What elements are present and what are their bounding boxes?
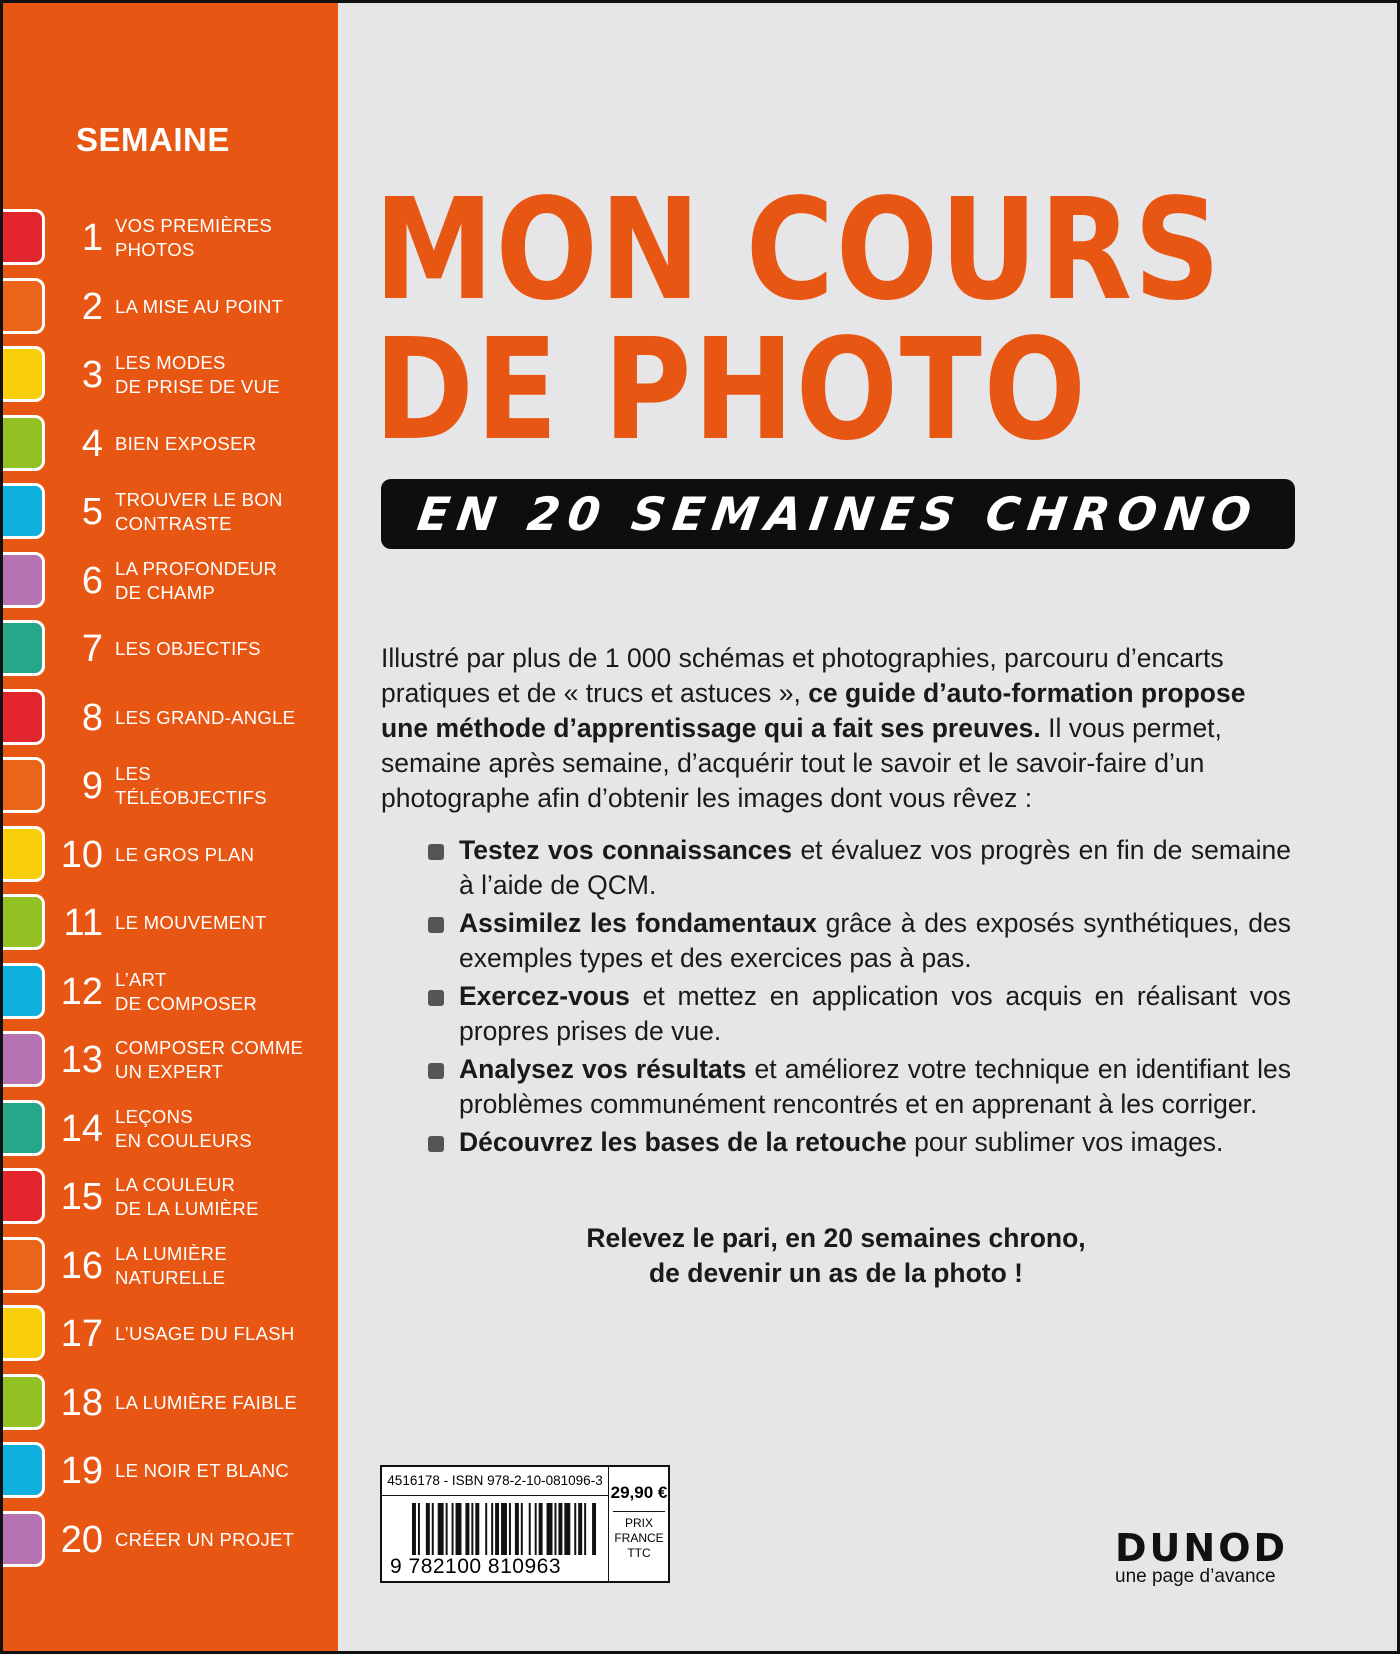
week-item [3,209,338,267]
barcode-bar [535,1503,537,1555]
barcode-bar [554,1503,556,1555]
feature-bold: Testez vos connaissances [459,835,793,865]
week-number: 18 [60,1381,103,1424]
week-label: LE MOUVEMENT [115,912,267,933]
week-number: 20 [60,1518,103,1561]
feature-item [428,906,1291,976]
week-item [3,963,338,1021]
week-color-tab [0,552,45,608]
week-color-tab [0,894,45,950]
week-item [3,1237,338,1295]
week-label: LES MODES DE PRISE DE VUE [115,352,280,397]
week-color-tab [0,1442,45,1498]
week-item [3,483,338,541]
feature-bold: Analysez vos résultats [459,1054,747,1084]
week-number: 12 [60,970,103,1013]
price-note: PRIX FRANCE TTC [614,1516,664,1560]
week-number: 16 [60,1244,103,1287]
week-label: LEÇONS EN COULEURS [115,1105,252,1151]
feature-bold: Découvrez les bases de la retouche [459,1127,907,1157]
week-label: BIEN EXPOSER [115,432,257,454]
week-label: LA MISE AU POINT [115,295,284,317]
barcode-bar [501,1503,507,1555]
feature-text: grâce à des exposés synthétiques, des exemples types et des exercices pas à pas. [459,908,1291,973]
week-item [3,415,338,473]
week-label: LE GROS PLAN [115,843,255,865]
barcode-bar [558,1503,562,1555]
week-number: 9 [81,765,103,807]
barcode-bar [426,1503,430,1555]
week-number: 14 [60,1107,103,1150]
bullet-square-icon [428,1063,444,1079]
barcode-bar [539,1503,543,1555]
feature-item [428,1125,1291,1160]
week-item [3,689,338,747]
week-number: 3 [81,354,103,396]
week-number: 5 [81,491,103,533]
barcode-bar [452,1503,454,1555]
week-color-tab [0,757,45,813]
barcode-bar [515,1503,519,1555]
week-label: LES OBJECTIFS [115,638,261,659]
feature-item [428,979,1291,1049]
title-line-2: DE PHOTO [374,309,1088,472]
week-label: LA PROFONDEUR DE CHAMP [115,557,278,603]
barcode-bar [471,1503,473,1555]
sidebar-title: SEMAINE [76,121,230,158]
week-color-tab [0,689,45,745]
bullet-square-icon [428,1136,444,1152]
barcode-bar [547,1503,553,1555]
isbn-text: 4516178 - ISBN 978-2-10-081096-3 [382,1467,609,1496]
week-item [3,894,338,952]
week-number: 7 [81,628,103,670]
week-color-tab [0,963,45,1019]
week-item [3,1511,338,1569]
barcode-bar [564,1503,570,1555]
barcode-bar [475,1503,479,1555]
barcode-bar [574,1503,576,1555]
barcode-bar [456,1503,462,1555]
week-item [3,620,338,678]
week-number: 19 [60,1450,103,1492]
feature-list [428,833,1291,1163]
week-color-tab [0,620,45,676]
week-color-tab [0,826,45,882]
closing-text [381,1221,1291,1291]
week-color-tab [0,209,45,265]
barcode-bar [578,1503,582,1555]
feature-text: et mettez en application vos acquis en réalisant vos propres prises de vue. [459,981,1291,1046]
week-number: 11 [63,902,103,944]
week-item [3,278,338,336]
closing-line-2: de devenir un as de la photo ! [648,1258,1023,1288]
barcode-bar [485,1503,487,1555]
week-item [3,1374,338,1432]
price-divider [613,1511,665,1512]
week-number: 17 [60,1313,103,1355]
week-item [3,346,338,404]
week-label: LA LUMIÈRE NATURELLE [115,1242,227,1288]
week-number: 8 [81,696,103,739]
barcode-bar [446,1503,448,1555]
barcode-digits: 9 782100 810963 [390,1555,561,1578]
barcode-bar [438,1503,444,1555]
barcode-bar [491,1503,493,1555]
week-number: 13 [60,1039,103,1081]
intro-text-2: Il vous permet, semaine après semaine, d’acquérir tout le savoir et le savoir-faire d’un photographe afin d’obtenir les images dont vous rêvez : [381,713,1222,813]
bullet-square-icon [428,990,444,1006]
week-color-tab [0,415,45,471]
week-number: 1 [81,217,103,259]
barcode-bars [412,1503,598,1555]
barcode-bar [465,1503,469,1555]
week-color-tab [0,278,45,334]
barcode-bar [521,1503,523,1555]
week-color-tab [0,1168,45,1224]
barcode-bar [584,1503,586,1555]
feature-text: et améliorez votre technique en identifiant les problèmes communément rencontrés et en apprenant à les corriger. [459,1054,1291,1119]
title-line-1: MON COURS [374,169,1223,332]
week-color-tab [0,1031,45,1087]
feature-text: pour sublimer vos images. [906,1127,1224,1157]
barcode-box [380,1465,670,1583]
price-cell [608,1467,669,1581]
feature-text: et évaluez vos progrès en fin de semaine à l’aide de QCM. [459,835,1291,900]
week-label: COMPOSER COMME UN EXPERT [115,1037,304,1082]
week-item [3,1442,338,1500]
week-color-tab [0,1305,45,1361]
bullet-square-icon [428,917,444,933]
week-number: 6 [81,559,103,602]
feature-bold: Assimilez les fondamentaux [459,908,817,938]
barcode-bar [412,1503,416,1555]
week-item [3,1031,338,1089]
week-label: VOS PREMIÈRES PHOTOS [115,215,273,260]
publisher-tagline: une page d’avance [1115,1566,1276,1587]
week-sidebar [3,3,338,1654]
intro-paragraph [381,641,1291,816]
week-label: LES TÉLÉOBJECTIFS [115,763,267,808]
feature-item [428,833,1291,903]
week-color-tab [0,1374,45,1430]
week-item [3,826,338,884]
week-label: LE NOIR ET BLANC [115,1460,290,1481]
week-label: TROUVER LE BON CONTRASTE [115,489,283,534]
week-color-tab [0,1511,45,1567]
subtitle: EN 20 SEMAINES CHRONO [413,487,1263,541]
bullet-square-icon [428,844,444,860]
week-color-tab [0,483,45,539]
week-label: LA COULEUR DE LA LUMIÈRE [115,1174,259,1219]
barcode-bar [418,1503,420,1555]
publisher-logo [1115,1528,1295,1588]
price: 29,90 € [610,1483,668,1502]
barcode-bar [432,1503,434,1555]
week-item [3,1305,338,1363]
week-item [3,1168,338,1226]
intro-bold: ce guide d’auto-formation propose une méthode d’apprentissage qui a fait ses preuves. [381,678,1246,743]
barcode-bar [495,1503,499,1555]
week-label: L’ART DE COMPOSER [115,968,258,1014]
week-color-tab [0,1100,45,1156]
week-color-tab [0,1237,45,1293]
publisher-name: DUNOD [1115,1526,1289,1570]
week-number: 4 [81,422,103,465]
week-label: CRÉER UN PROJET [115,1528,295,1550]
week-color-tab [0,346,45,402]
subtitle-bar [381,479,1295,549]
week-number: 2 [81,285,103,328]
week-number: 10 [60,833,103,876]
barcode-bar [592,1503,596,1555]
barcode-bar [509,1503,511,1555]
week-item [3,757,338,815]
week-label: LA LUMIÈRE FAIBLE [115,1391,297,1413]
intro-text-1: Illustré par plus de 1 000 schémas et photographies, parcouru d’encarts pratiques et de « trucs et astuces », [381,643,1224,708]
week-label: L’USAGE DU FLASH [115,1323,295,1344]
week-label: LES GRAND-ANGLE [115,706,296,728]
week-item [3,1100,338,1158]
feature-item [428,1052,1291,1122]
feature-bold: Exercez-vous [459,981,630,1011]
closing-line-1: Relevez le pari, en 20 semaines chrono, [586,1223,1086,1253]
week-item [3,552,338,610]
week-number: 15 [60,1176,103,1218]
barcode-bar [529,1503,531,1555]
